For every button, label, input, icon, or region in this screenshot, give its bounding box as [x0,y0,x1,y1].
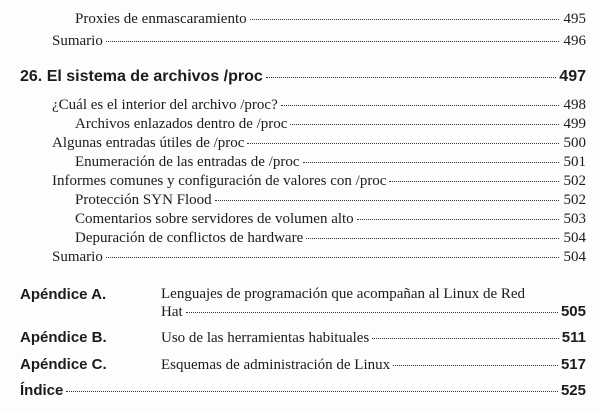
appendix-label: Apéndice B. [20,329,107,346]
toc-entry-page: 499 [563,116,586,132]
chapter-heading[interactable] [20,68,586,90]
dot-leader [66,391,558,392]
toc-entry[interactable] [20,249,586,271]
toc-entry-page: 504 [563,230,586,246]
chapter-page: 497 [559,68,586,85]
toc-entry-page: 500 [563,135,586,151]
dot-leader [247,143,559,144]
appendix-b-entry[interactable] [20,329,586,351]
toc-entry-title: Comentarios sobre servidores de volumen alto [75,211,354,227]
toc-entry[interactable] [20,33,586,55]
appendix-page: 511 [561,329,586,346]
dot-leader [281,105,559,106]
index-title: Índice [20,382,64,399]
dot-leader [215,200,559,201]
toc-entry-title: Sumario [52,249,103,265]
toc-entry-title: Protección SYN Flood [75,192,212,208]
toc-entry-title: Proxies de enmascaramiento [75,11,247,27]
dot-leader [266,77,557,78]
toc-entry-title: Depuración de conflictos de hardware [75,230,304,246]
appendix-label: Apéndice C. [20,356,107,373]
dot-leader [389,181,559,182]
toc-entry-title: ¿Cuál es el interior del archivo /proc? [52,97,278,113]
appendix-title-line2 [161,303,586,321]
dot-leader [250,19,559,20]
appendix-page: 505 [560,303,586,320]
dot-leader [186,312,558,313]
dot-leader [106,41,559,42]
appendix-page: 517 [560,356,586,373]
toc-entry-title: Sumario [52,33,103,49]
toc-entry-title: Algunas entradas útiles de /proc [52,135,245,151]
toc-entry[interactable] [20,11,586,33]
toc-entry-page: 502 [563,192,586,208]
dot-leader [306,238,559,239]
toc-entry-page: 498 [563,97,586,113]
dot-leader [290,124,559,125]
dot-leader [106,257,559,258]
chapter-title: 26. El sistema de archivos /proc [20,68,263,85]
appendix-title-line [161,329,586,347]
dot-leader [303,162,560,163]
toc-entry-page: 495 [563,11,586,27]
index-page: 525 [560,382,586,399]
appendix-title-line [161,356,586,374]
appendix-a-entry[interactable] [20,286,586,324]
dot-leader [357,219,559,220]
toc-entry-title: Enumeración de las entradas de /proc [75,154,300,170]
toc-entry-page: 503 [563,211,586,227]
appendix-title-cont: Hat [161,304,183,320]
toc-entry-title: Informes comunes y configuración de valores con /proc [52,173,387,189]
index-entry[interactable] [20,382,586,404]
appendix-label: Apéndice A. [20,286,107,303]
toc-entry-page: 504 [563,249,586,265]
toc-entry-page: 501 [563,154,586,170]
dot-leader [372,338,559,339]
toc-entry-title: Archivos enlazados dentro de /proc [75,116,288,132]
appendix-title: Esquemas de administración de Linux [161,357,391,373]
appendix-title: Uso de las herramientas habituales [161,330,370,346]
dot-leader [393,365,558,366]
appendix-c-entry[interactable] [20,356,586,378]
toc-entry-page: 496 [563,33,586,49]
toc-entry-page: 502 [563,173,586,189]
appendix-title: Lenguajes de programación que acompañan al Linux de Red [161,286,526,302]
appendix-title-line1 [161,286,586,303]
